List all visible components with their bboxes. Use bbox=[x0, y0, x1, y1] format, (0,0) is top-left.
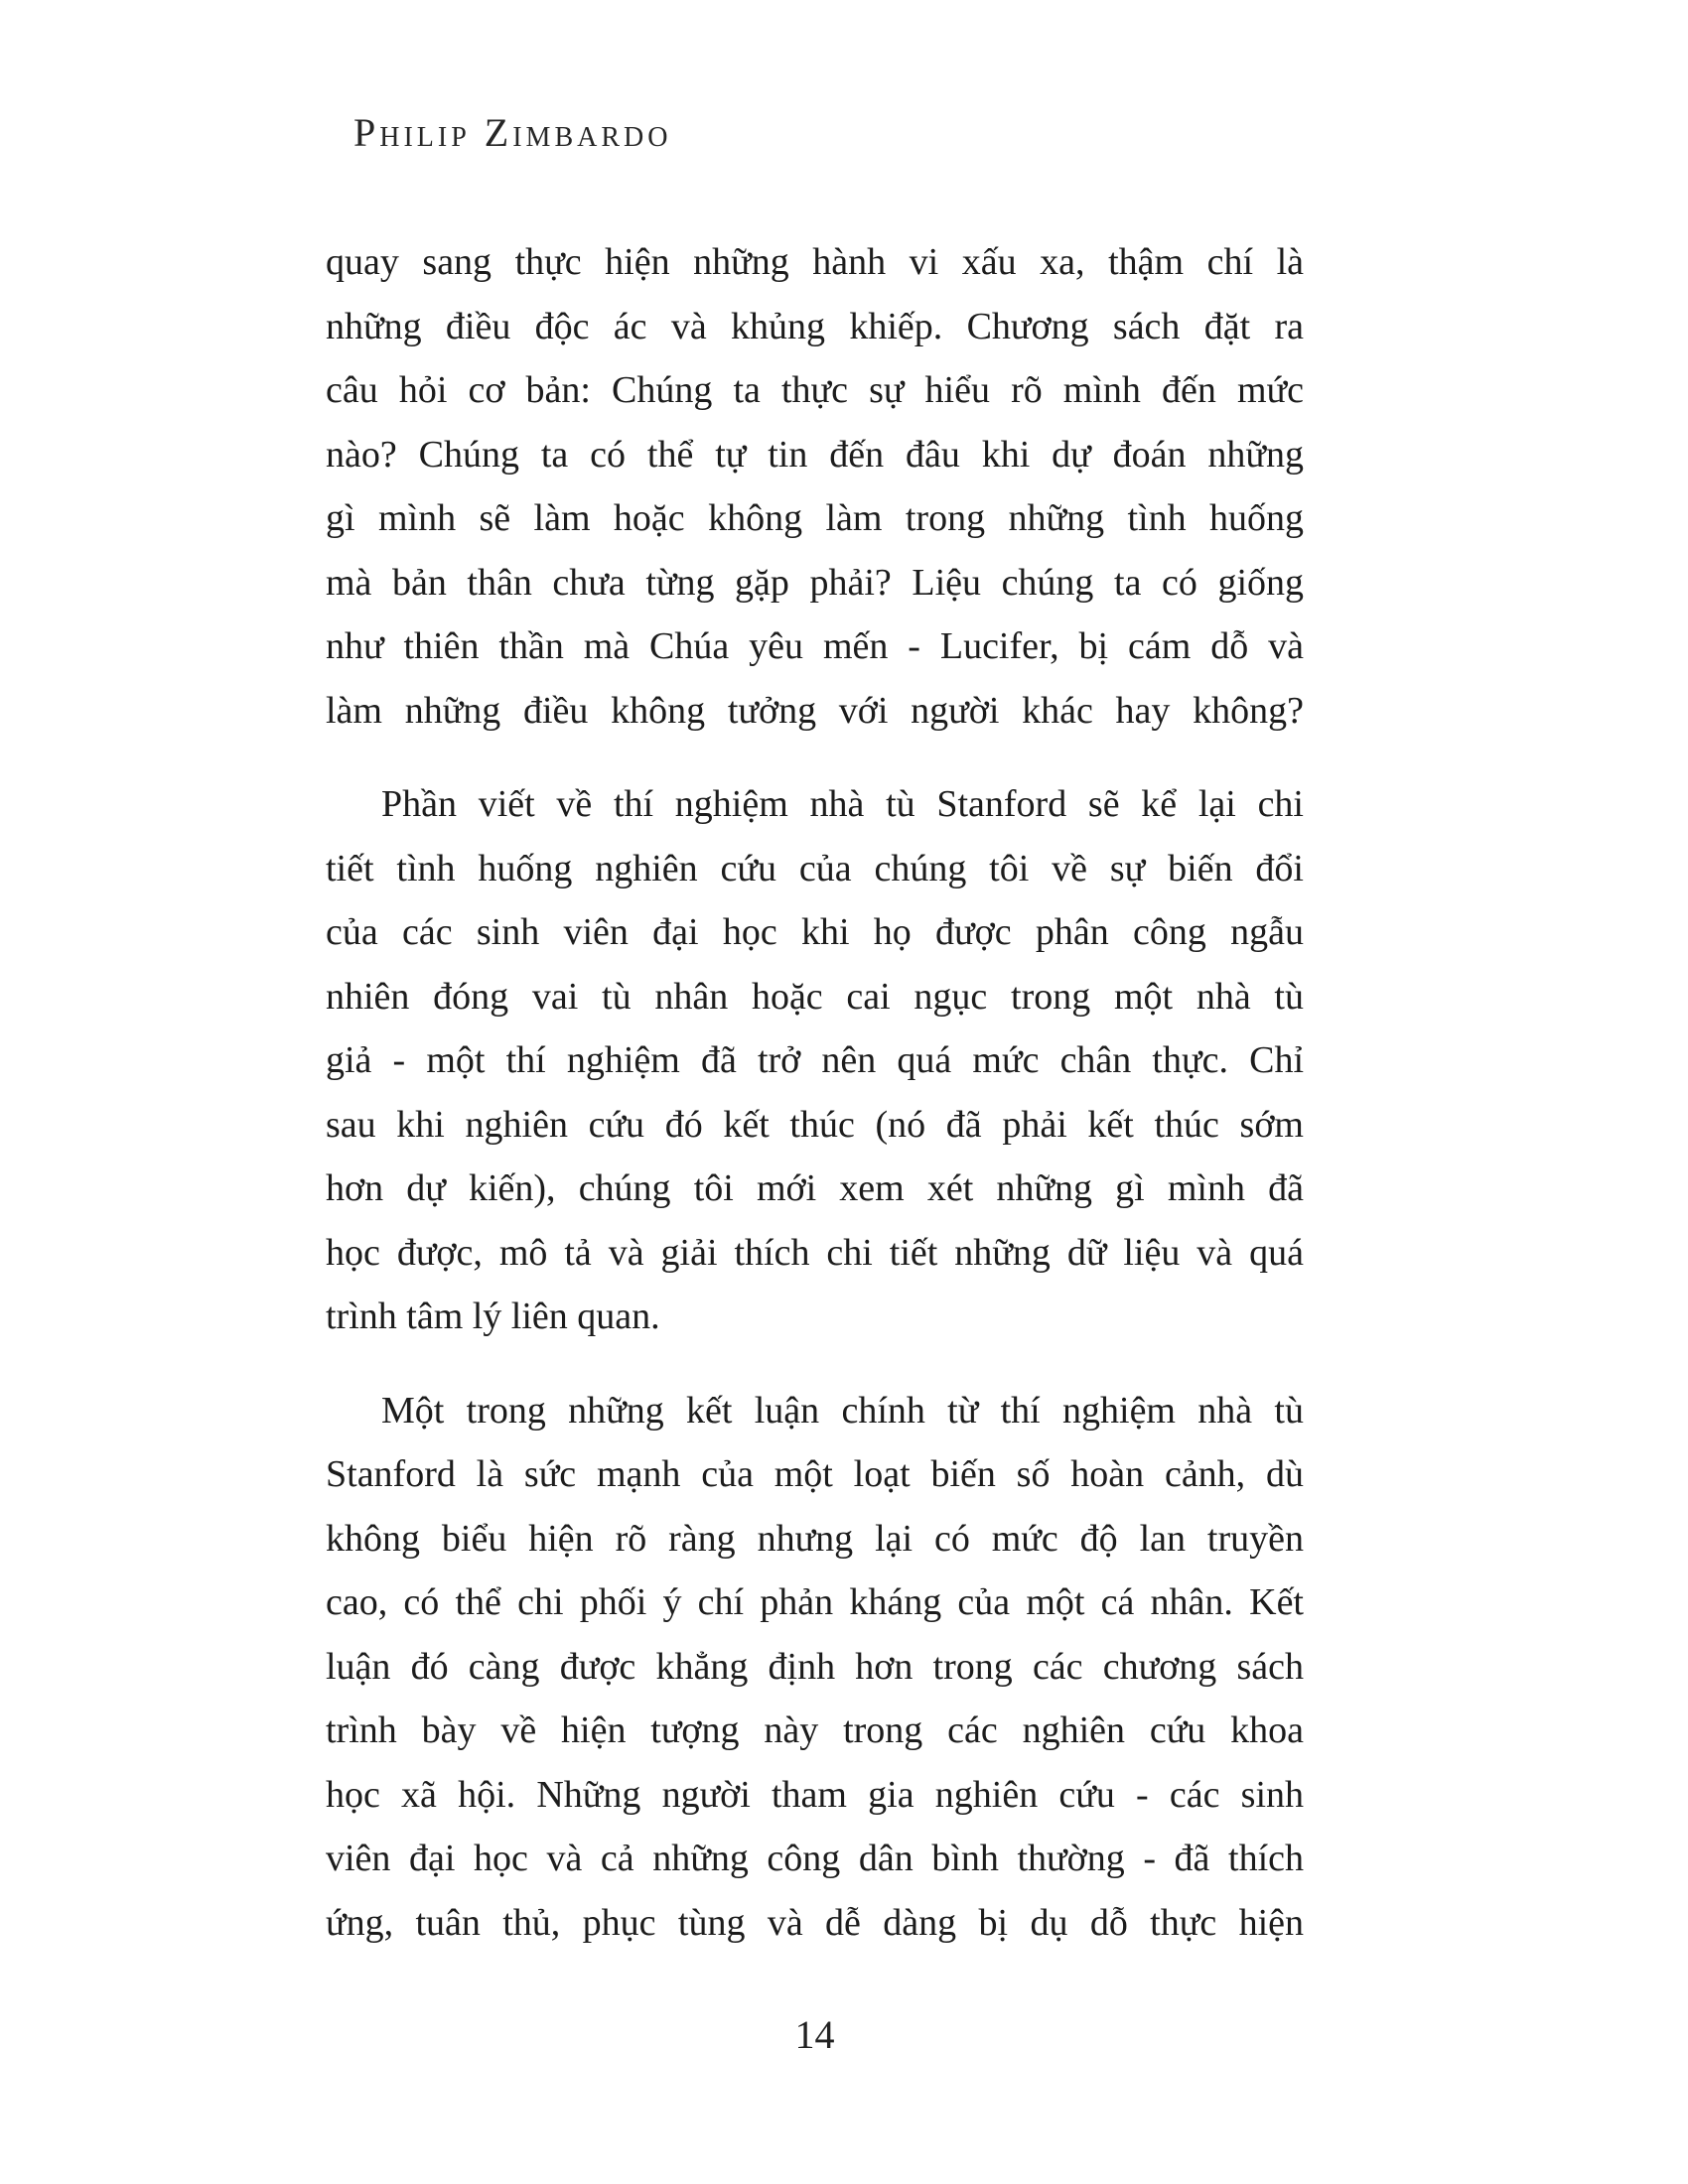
paragraph-3 bbox=[326, 1379, 1304, 1956]
text-line: những điều độc ác và khủng khiếp. Chương sách đặt ra bbox=[326, 305, 1304, 347]
text-line: làm những điều không tưởng với người khác hay không? bbox=[326, 689, 1304, 732]
text-line: quay sang thực hiện những hành vi xấu xa, thậm chí là bbox=[326, 241, 1304, 283]
text-line: học được, mô tả và giải thích chi tiết những dữ liệu và quá bbox=[326, 1231, 1304, 1274]
text-line: không biểu hiện rõ ràng nhưng lại có mức độ lan truyền bbox=[326, 1517, 1304, 1560]
running-header-author: Philip Zimbardo bbox=[353, 110, 672, 155]
text-line: sau khi nghiên cứu đó kết thúc (nó đã phải kết thúc sớm bbox=[326, 1103, 1304, 1146]
text-line: nhiên đóng vai tù nhân hoặc cai ngục trong một nhà tù bbox=[326, 975, 1304, 1018]
text-line: học xã hội. Những người tham gia nghiên cứu - các sinh bbox=[326, 1773, 1304, 1816]
text-line: như thiên thần mà Chúa yêu mến - Lucifer, bị cám dỗ và bbox=[326, 625, 1304, 667]
text-line: mà bản thân chưa từng gặp phải? Liệu chúng ta có giống bbox=[326, 561, 1304, 604]
text-line: Phần viết về thí nghiệm nhà tù Stanford sẽ kể lại chi bbox=[381, 783, 1304, 825]
text-line: hơn dự kiến), chúng tôi mới xem xét những gì mình đã bbox=[326, 1167, 1304, 1209]
text-line: Stanford là sức mạnh của một loạt biến số hoàn cảnh, dù bbox=[326, 1453, 1304, 1495]
paragraph-2 bbox=[326, 772, 1304, 1349]
text-line: giả - một thí nghiệm đã trở nên quá mức chân thực. Chỉ bbox=[326, 1039, 1304, 1081]
text-line: câu hỏi cơ bản: Chúng ta thực sự hiểu rõ mình đến mức bbox=[326, 369, 1304, 411]
text-line: cao, có thể chi phối ý chí phản kháng của một cá nhân. Kết bbox=[326, 1581, 1304, 1623]
text-line: ứng, tuân thủ, phục tùng và dễ dàng bị dụ dỗ thực hiện bbox=[326, 1901, 1304, 1944]
text-line: tiết tình huống nghiên cứu của chúng tôi về sự biến đổi bbox=[326, 847, 1304, 889]
text-line: gì mình sẽ làm hoặc không làm trong những tình huống bbox=[326, 497, 1304, 539]
text-line: trình bày về hiện tượng này trong các nghiên cứu khoa bbox=[326, 1709, 1304, 1751]
text-line: luận đó càng được khẳng định hơn trong các chương sách bbox=[326, 1645, 1304, 1688]
paragraph-1 bbox=[326, 230, 1304, 743]
text-line: của các sinh viên đại học khi họ được phân công ngẫu bbox=[326, 911, 1304, 953]
body-text bbox=[326, 230, 1304, 1955]
text-line: nào? Chúng ta có thể tự tin đến đâu khi dự đoán những bbox=[326, 433, 1304, 476]
page-number: 14 bbox=[794, 2012, 835, 2057]
text-line: viên đại học và cả những công dân bình thường - đã thích bbox=[326, 1838, 1304, 1879]
text-line: Một trong những kết luận chính từ thí nghiệm nhà tù bbox=[381, 1389, 1304, 1432]
text-line: trình tâm lý liên quan. bbox=[326, 1296, 660, 1337]
